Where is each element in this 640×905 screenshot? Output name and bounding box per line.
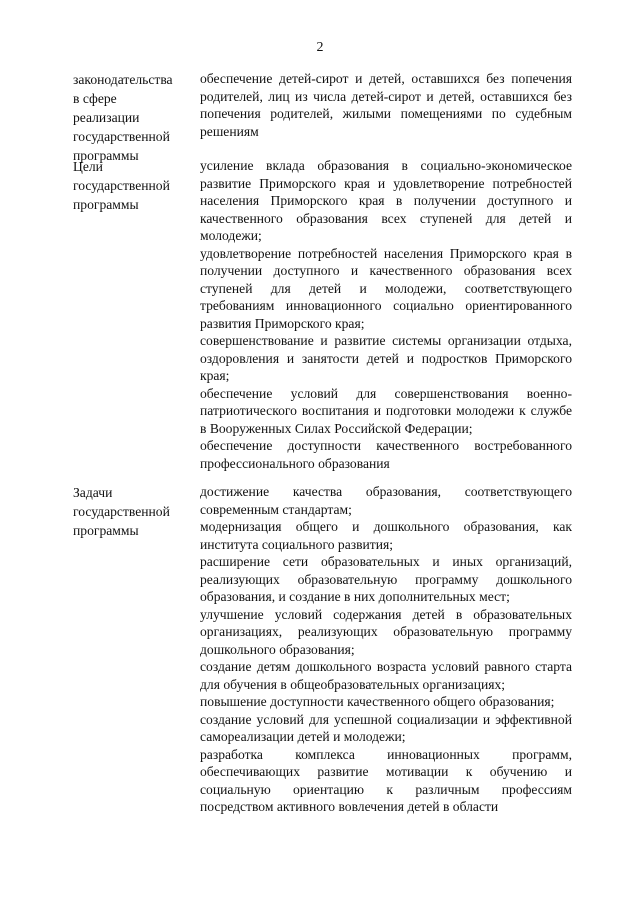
content-paragraph: обеспечение детей-сирот и детей, оставшихся без попечения родителей, лиц из числа детей-сирот и детей, оставшихся без попечения родителей, жилыми помещениями по судебным решениям (200, 71, 572, 139)
row-label-line: государственной (73, 178, 170, 193)
content-paragraph: повышение доступности качественного общего образования; (200, 694, 555, 709)
row-label-line: Цели (73, 159, 103, 174)
row-content (200, 483, 572, 816)
content-paragraph: создание детям дошкольного возраста условий равного старта для обучения в общеобразовательных организациях; (200, 659, 572, 692)
page-number: 2 (316, 40, 324, 55)
row-label (73, 483, 191, 540)
content-paragraph: обеспечение доступности качественного востребованного профессионального образования (200, 438, 572, 471)
row-label-line: программы (73, 148, 139, 163)
row-label (73, 70, 191, 165)
row-content (200, 70, 572, 140)
content-paragraph: расширение сети образовательных и иных организаций, реализующих образовательную программу дошкольного образования, и создание в них дополнительных мест; (200, 554, 572, 604)
row-label-line: реализации (73, 110, 140, 125)
content-paragraph: совершенствование и развитие системы организации отдыха, оздоровления и занятости детей и подростков Приморского края; (200, 333, 572, 383)
content-paragraph: достижение качества образования, соответствующего современным стандартам; (200, 484, 572, 517)
row-label-line: программы (73, 523, 139, 538)
content-paragraph: улучшение условий содержания детей в образовательных организациях, реализующих образовательную программу дошкольного образования; (200, 606, 572, 657)
row-label-line: в сфере (73, 91, 117, 106)
row-label-line: государственной (73, 504, 170, 519)
row-label-line: Задачи (73, 485, 113, 500)
content-paragraph: удовлетворение потребностей населения Приморского края в получении доступного и качественного образования всех ступеней для детей и молодежи, соответствующего требованиям инновационного социально ориентированного развития Приморского края; (200, 245, 572, 331)
content-paragraph: модернизация общего и дошкольного образования, как института социального развития; (200, 519, 572, 552)
row-label (73, 157, 191, 214)
content-paragraph: обеспечение условий для совершенствования военно-патриотического воспитания и подготовки молодежи к службе в Вооруженных Силах Российской Федерации; (200, 385, 572, 436)
content-paragraph: создание условий для успешной социализации и эффективной самореализации детей и молодежи; (200, 711, 572, 744)
content-paragraph: усиление вклада образования в социально-экономическое развитие Приморского края и удовлетворение потребностей населения Приморского края в получении доступного и качественного образования всех ступеней для детей и молодежи; (200, 158, 572, 243)
row-label-line: законодательства (73, 72, 173, 87)
row-label-line: государственной (73, 129, 170, 144)
content-paragraph: разработка комплекса инновационных программ, обеспечивающих развитие мотивации к обучению и социальную ориентацию к различным профессиям посредством активного вовлечения детей в области (200, 746, 572, 814)
row-content (200, 157, 572, 472)
row-label-line: программы (73, 197, 139, 212)
